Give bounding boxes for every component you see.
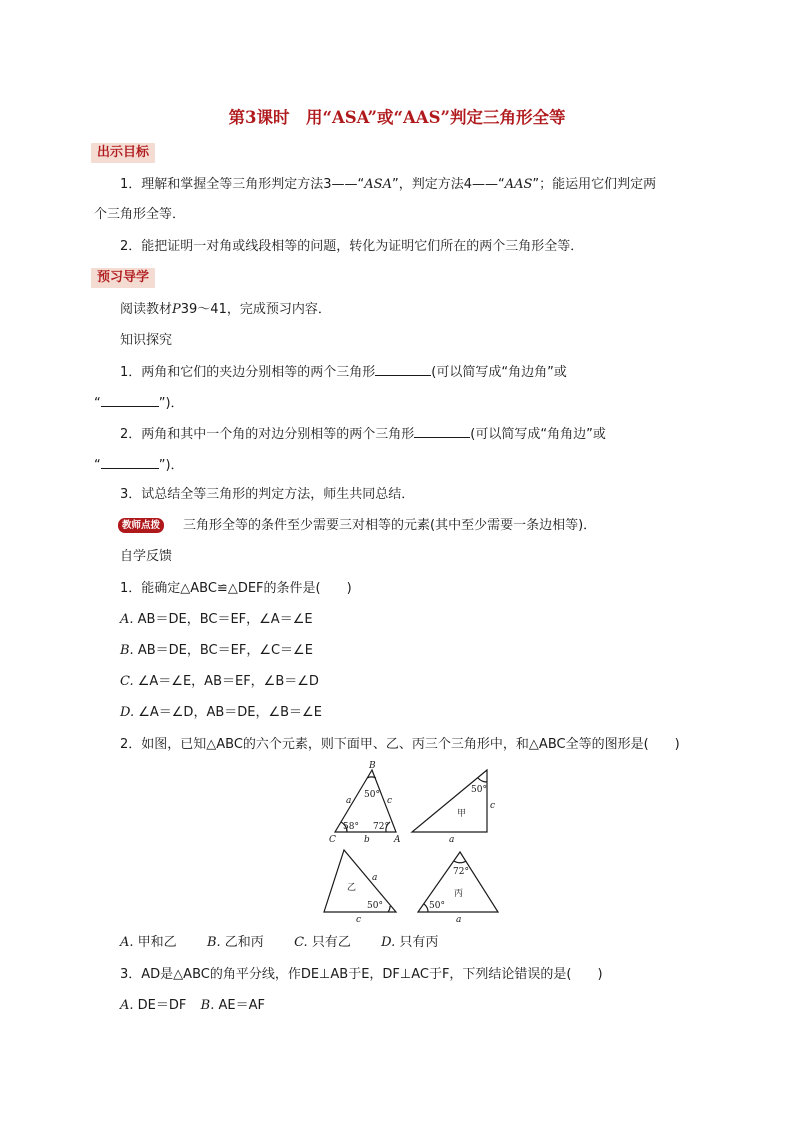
goal-1-text-b: ”，判定方法4——“ bbox=[391, 177, 505, 192]
yi-side-a: a bbox=[372, 873, 378, 883]
k2-blank-1[interactable] bbox=[414, 424, 470, 438]
q2-option-a[interactable] bbox=[120, 935, 177, 950]
option-letter: A. bbox=[120, 998, 134, 1013]
option-text: DE＝DF bbox=[133, 998, 187, 1013]
k2-text-a: 2．两角和其中一个角的对边分别相等的两个三角形 bbox=[120, 427, 415, 442]
option-text: AB＝DE，BC＝EF，∠C＝∠E bbox=[133, 643, 313, 658]
knowledge-item-2-continued bbox=[94, 455, 184, 475]
k1-blank-1[interactable] bbox=[375, 362, 431, 376]
bing-name: 丙 bbox=[454, 889, 464, 899]
option-text: ∠A＝∠E，AB＝EF，∠B＝∠D bbox=[133, 674, 319, 689]
k2-blank-2[interactable] bbox=[101, 455, 159, 469]
q2-option-c[interactable] bbox=[294, 935, 351, 950]
option-letter: A. bbox=[120, 935, 134, 950]
q1-option-a[interactable] bbox=[120, 611, 313, 629]
goal-1-continued: 个三角形全等． bbox=[94, 207, 186, 222]
q1-option-c[interactable] bbox=[120, 673, 319, 691]
question-3-stem: 3．AD是△ABC的角平分线，作DE⊥AB于E，DF⊥AC于F，下列结论错误的是( ) bbox=[120, 967, 603, 982]
bing-angle-left-label: 50° bbox=[429, 901, 445, 911]
option-letter: D. bbox=[120, 705, 135, 720]
option-letter: D. bbox=[381, 935, 396, 950]
knowledge-item-3: 3．试总结全等三角形的判定方法，师生共同总结． bbox=[120, 487, 415, 502]
q3-option-a[interactable] bbox=[120, 998, 186, 1013]
question-2-stem: 2．如图，已知△ABC的六个元素，则下面甲、乙、丙三个三角形中，和△ABC全等的图形是( ) bbox=[120, 737, 680, 752]
goal-1-text-c: ”；能运用它们判定两 bbox=[532, 177, 657, 192]
option-letter: C. bbox=[294, 935, 308, 950]
q1-option-d[interactable] bbox=[120, 704, 322, 722]
jia-side-c: c bbox=[490, 801, 496, 811]
k1-quote-close: ”)． bbox=[158, 396, 184, 411]
label-angle-c: 58° bbox=[343, 822, 359, 832]
option-text: 乙和丙 bbox=[220, 935, 264, 950]
q2-options bbox=[120, 934, 438, 952]
option-letter: B. bbox=[206, 935, 221, 950]
question-1-stem: 1．能确定△ABC≌△DEF的条件是( ) bbox=[120, 581, 352, 596]
section-tag-goals: 出示目标 bbox=[91, 143, 155, 163]
label-side-b: b bbox=[364, 835, 370, 845]
bing-angle-top-label: 72° bbox=[453, 867, 469, 877]
option-letter: B. bbox=[120, 643, 134, 658]
knowledge-item-2 bbox=[120, 424, 606, 444]
yi-side-c: c bbox=[356, 915, 362, 922]
k1-text-a: 1．两角和它们的夹边分别相等的两个三角形 bbox=[120, 365, 376, 380]
goal-1-asa: ASA bbox=[364, 177, 392, 192]
goal-1 bbox=[120, 176, 656, 194]
k2-quote-open: “ bbox=[94, 458, 101, 473]
k1-blank-2[interactable] bbox=[101, 393, 159, 407]
q1-option-b[interactable] bbox=[120, 642, 313, 660]
k2-text-b: (可以简写成“角角边”或 bbox=[470, 427, 606, 442]
option-text: AB＝DE，BC＝EF，∠A＝∠E bbox=[133, 612, 313, 627]
label-vertex-c: C bbox=[329, 835, 336, 845]
goal-1-aas: AAS bbox=[504, 177, 533, 192]
k2-quote-close: ”)． bbox=[158, 458, 184, 473]
goal-1-text-a: 1．理解和掌握全等三角形判定方法3——“ bbox=[120, 177, 365, 192]
bing-side-a: a bbox=[456, 915, 462, 922]
knowledge-item-1 bbox=[120, 362, 567, 382]
option-letter: A. bbox=[120, 612, 134, 627]
jia-name: 甲 bbox=[457, 809, 467, 819]
k1-quote-open: “ bbox=[94, 396, 101, 411]
jia-angle-arc bbox=[478, 778, 487, 782]
read-page-p: P bbox=[172, 302, 181, 317]
jia-side-a: a bbox=[449, 835, 455, 845]
q2-triangles-figure bbox=[300, 756, 520, 922]
feedback-heading: 自学反馈 bbox=[120, 549, 173, 564]
angle-b-arc bbox=[367, 777, 376, 778]
label-vertex-b: B bbox=[369, 761, 376, 771]
yi-name: 乙 bbox=[347, 883, 357, 893]
teacher-tip-badge: 教师点拨 bbox=[118, 518, 164, 533]
label-side-c: c bbox=[387, 796, 393, 806]
goal-2: 2．能把证明一对角或线段相等的问题，转化为证明它们所在的两个三角形全等． bbox=[120, 239, 584, 254]
option-letter: B. bbox=[200, 998, 215, 1013]
yi-angle-label: 50° bbox=[367, 901, 383, 911]
option-text: 只有丙 bbox=[395, 935, 439, 950]
option-text: AE＝AF bbox=[214, 998, 265, 1013]
page-title: 第3课时 用“ASA”或“AAS”判定三角形全等 bbox=[228, 108, 566, 127]
label-angle-a: 72° bbox=[373, 822, 389, 832]
knowledge-heading: 知识探究 bbox=[120, 333, 173, 348]
bing-left-arc bbox=[424, 904, 428, 912]
jia-angle-label: 50° bbox=[471, 785, 487, 795]
triangle-jia bbox=[412, 770, 487, 832]
teacher-tip-text: 三角形全等的条件至少需要三对相等的元素(其中至少需要一条边相等)． bbox=[183, 518, 597, 533]
k1-text-b: (可以简写成“角边角”或 bbox=[431, 365, 567, 380]
knowledge-item-1-continued bbox=[94, 393, 184, 413]
read-text-b: 39～41，完成预习内容． bbox=[180, 302, 331, 317]
read-textbook bbox=[120, 301, 331, 319]
option-text: 只有乙 bbox=[307, 935, 351, 950]
q3-option-b[interactable] bbox=[201, 998, 265, 1013]
section-tag-preview: 预习导学 bbox=[91, 268, 155, 288]
read-text-a: 阅读教材 bbox=[120, 302, 173, 317]
yi-angle-arc bbox=[388, 906, 390, 912]
triangle-yi bbox=[324, 850, 396, 912]
q3-options bbox=[120, 997, 265, 1015]
label-side-a: a bbox=[346, 796, 352, 806]
q2-option-b[interactable] bbox=[207, 935, 264, 950]
option-letter: C. bbox=[120, 674, 134, 689]
bing-top-arc bbox=[454, 861, 466, 863]
q2-option-d[interactable] bbox=[381, 935, 438, 950]
option-text: ∠A＝∠D，AB＝DE，∠B＝∠E bbox=[134, 705, 322, 720]
label-angle-b: 50° bbox=[364, 790, 380, 800]
option-text: 甲和乙 bbox=[133, 935, 177, 950]
label-vertex-a: A bbox=[394, 835, 401, 845]
